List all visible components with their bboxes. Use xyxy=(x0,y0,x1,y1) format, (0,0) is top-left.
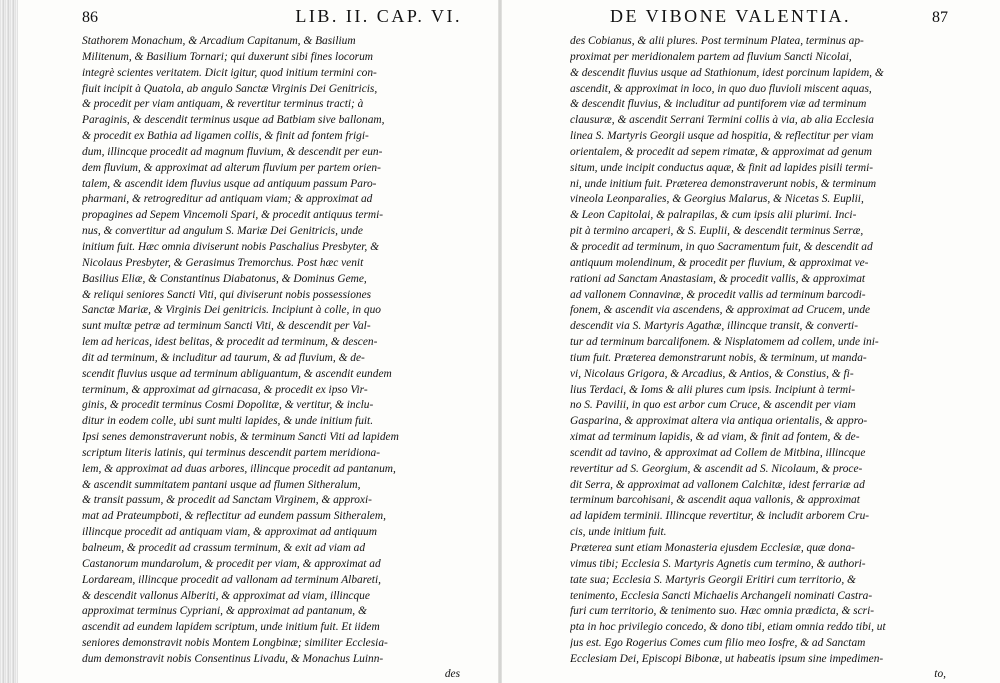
text-line: descendit via S. Martyris Agathæ, illincque transit, & converti- xyxy=(570,320,858,333)
text-line: Nicolaus Presbyter, & Gerasimus Tremorchus. Post hæc venit xyxy=(82,256,364,269)
text-line: terminum barcohisani, & ascendit aqua vallonis, & approximat xyxy=(570,494,860,507)
text-line: dum, illincque procedit ad magnum fluvium, & descendit per eun- xyxy=(82,145,383,158)
text-line: vi, Nicolaus Grigora, & Arcadius, & Antios, & Constius, & fi- xyxy=(570,367,854,380)
text-line: ditur in eodem colle, ubi sunt multi lapides, & unde initium fuit. xyxy=(82,415,374,428)
text-line: Ecclesiam Dei, Episcopi Bibonæ, ut habeatis ipsum sine impedimen- xyxy=(570,652,884,665)
text-line: ximat ad terminum lapidis, & ad viam, & finit ad fontem, & de- xyxy=(570,431,860,444)
text-line: balneum, & procedit ad crassum terminum, & exit ad viam ad xyxy=(82,542,366,554)
text-line: illincque procedit ad antiquam viam, & approximat ad antiquum xyxy=(82,526,377,539)
text-line: ascendit, & approximat in loco, in quo duo fluvioli miscent aquas, xyxy=(570,82,872,95)
text-line: scendit fluvius usque ad terminum abliguantum, & ascendit eundem xyxy=(82,367,392,380)
text-line: dem fluvium, & approximat ad alterum fluvium per partem orien- xyxy=(82,161,381,174)
text-line: ad lapidem terminii. Illincque revertitur, & includit arborem Cru- xyxy=(570,510,870,523)
right-page xyxy=(500,0,1000,683)
text-line: tium fuit. Præterea demonstrarunt nobis, & terminum, ut manda- xyxy=(570,351,867,364)
text-line: cis, unde initium fuit. xyxy=(570,526,667,539)
text-line: vimus tibi; Ecclesia S. Martyris Agnetis cum termino, & authori- xyxy=(570,557,866,570)
text-line: approximat terminus Cypriani, & approximat ad pantanum, & xyxy=(82,605,367,618)
text-line: orientalem, & procedit ad sepem rimatæ, & approximat ad genum xyxy=(570,145,872,158)
text-line: linea S. Martyris Georgii usque ad hospitia, & reflectitur per viam xyxy=(570,130,874,143)
text-line: pta in hoc privilegio concedo, & dono tibi, etiam omnia reddo tibi, ut xyxy=(570,621,886,634)
text-line: & procedit ad terminum, in quo Sacramentum fuit, & descendit ad xyxy=(570,240,873,253)
text-line: vineola Leonparalies, & Georgius Malarus, & Nicetas S. Euplii, xyxy=(570,193,864,206)
text-line: Sanctæ Mariæ, & Virginis Dei genitricis. Incipiunt à colle, in quo xyxy=(82,304,381,317)
text-line: & descendit fluvius usque ad Stathionum, idest porcinum lapidem, & xyxy=(570,66,884,79)
text-line: Gasparina, & approximat altera via antiqua orientalis, & appro- xyxy=(570,415,868,428)
text-line: fiuit incipit à Quatola, ab angulo Sanctæ Virginis Dei Genitricis, xyxy=(82,82,378,95)
text-line: ad vallonem Connavinæ, & procedit vallis ad terminum barcodi- xyxy=(570,288,866,301)
text-line: rationi ad Sanctam Anastasiam, & procedit vallis, & approximat xyxy=(570,272,866,285)
left-page-number: 86 xyxy=(82,9,98,26)
text-line: & descendit vallonus Alberiti, & approximat ad viam, illincque xyxy=(82,589,370,602)
text-line: revertitur ad S. Georgium, & ascendit ad S. Nicolaum, & proce- xyxy=(570,462,863,475)
text-line: initium fuit. Hæc omnia diviserunt nobis Paschalius Presbyter, & xyxy=(82,240,379,253)
text-line: & Leon Capitolai, & palrapilas, & cum ipsis alii plurimi. Inci- xyxy=(570,209,857,222)
right-catchword: to, xyxy=(934,667,946,680)
left-catchword: des xyxy=(444,667,460,680)
text-line: nus, & convertitur ad angulum S. Mariæ Dei Genitricis, unde xyxy=(82,225,363,238)
text-line: & transit passum, & procedit ad Sanctam Virginem, & approxi- xyxy=(82,494,372,507)
text-line: ni, unde initium fuit. Præterea demonstraverunt nobis, & terminum xyxy=(570,177,877,190)
text-line: seniores demonstravit nobis Montem Longbinæ; similiter Ecclesia- xyxy=(82,637,388,650)
text-line: Ipsi senes demonstraverunt nobis, & terminum Sancti Viti ad lapidem xyxy=(82,431,399,444)
text-line: des Cobianus, & alii plures. Post terminum Platea, terminus ap- xyxy=(570,35,864,47)
text-line: tenimento, Ecclesia Sancti Michaelis Archangeli nominati Castra- xyxy=(570,589,873,602)
right-page-number: 87 xyxy=(932,9,948,26)
text-line: & procedit per viam antiquam, & revertitur terminus tracti; à xyxy=(82,98,364,111)
text-line: dum demonstravit nobis Consentinus Livadu, & Monachus Luinn- xyxy=(82,652,384,665)
text-line: ascendit ad eundem lapidem scriptum, unde initium fuit. Et iidem xyxy=(82,621,380,634)
text-line: fonem, & ascendit via ascendens, & approximat ad Crucem, unde xyxy=(570,304,871,317)
text-line: & procedit ex Bathia ad ligamen collis, & finit ad fontem frigi- xyxy=(82,130,369,143)
text-line: scendit ad tavino, & approximat ad Collem de Mitbina, illincque xyxy=(570,446,866,459)
left-page-text xyxy=(82,34,462,668)
text-line: antiquum molendinum, & procedit per fluvium, & approximat ve- xyxy=(570,256,869,269)
text-line: propagines ad Sepem Vincemoli Spari, & procedit antiquus termi- xyxy=(82,209,384,222)
right-page-text xyxy=(570,34,948,668)
text-line: dit Serra, & approximat ad vallonem Calchitæ, idest ferrariæ ad xyxy=(570,478,865,491)
text-line: Basilius Eliæ, & Constantinus Diabatonus, & Dominus Geme, xyxy=(82,272,367,285)
text-line: scriptum literis latinis, qui terminus descendit partem meridiona- xyxy=(82,446,381,459)
text-line: pit à termino arcaperi, & S. Euplii, & descendit terminus Serræ, xyxy=(570,225,864,238)
text-line: terminum, & approximat ad girnacasa, & procedit ex ipso Vir- xyxy=(82,383,368,396)
text-line: furi cum territorio, & tenimento suo. Hæc omnia prædicta, & scri- xyxy=(570,605,875,618)
text-line: no S. Pavilii, in quo est arbor cum Cruce, & ascendit per viam xyxy=(570,399,856,412)
left-running-head: LIB. II. CAP. VI. xyxy=(295,6,462,26)
text-line: & reliqui seniores Sancti Viti, qui diviserunt nobis possessiones xyxy=(82,288,372,301)
text-line: lem ad hericas, idest belitas, & procedit ad terminum, & descen- xyxy=(82,336,378,349)
text-line: clausuræ, & ascendit Serrani Termini collis à via, ab alia Ecclesia xyxy=(570,114,874,127)
text-line: jus est. Ego Rogerius Comes cum filio meo Iosfre, & ad Sanctam xyxy=(570,637,866,650)
text-line: tur ad terminum barcalifonem. & Nisplatomem ad collem, unde ini- xyxy=(570,336,879,349)
right-page-header xyxy=(570,6,948,30)
text-line: dit ad terminum, & includitur ad taurum, & ad fluvium, & de- xyxy=(82,351,365,364)
text-line: Præterea sunt etiam Monasteria ejusdem Ecclesiæ, quæ dona- xyxy=(570,542,855,554)
right-running-head: DE VIBONE VALENTIA. xyxy=(610,6,851,26)
text-line: Lordaream, illincque procedit ad vallonam ad terminum Albareti, xyxy=(82,573,381,586)
left-page-header xyxy=(82,6,462,30)
text-line: Stathorem Monachum, & Arcadium Capitanum, & Basilium xyxy=(82,35,356,47)
text-line: sunt multæ petræ ad terminum Sancti Viti, & descendit per Val- xyxy=(82,320,371,333)
text-line: Militenum, & Basilium Tornari; qui duxerunt sibi fines locorum xyxy=(82,50,373,63)
text-line: proximat per meridionalem partem ad fluvium Sancti Nicolai, xyxy=(570,50,852,63)
text-line: situm, unde incipit conductus aquæ, & finit ad lapides pisili termi- xyxy=(570,161,874,174)
text-line: mat ad Prateumpboti, & reflectitur ad eundem passum Sitheralem, xyxy=(82,510,386,523)
text-line: ginis, & procedit terminus Cosmi Dopolitæ, & vertitur, & inclu- xyxy=(82,399,374,412)
text-line: Castanorum mundarolum, & procedit per viam, & approximat ad xyxy=(82,557,381,570)
text-line: lem, & approximat ad duas arbores, illincque procedit ad pantanum, xyxy=(82,462,396,475)
text-line: pharmani, & retrogreditur ad antiquam viam; & approximat ad xyxy=(82,193,373,206)
text-line: & ascendit summitatem pantani usque ad flumen Sitheralum, xyxy=(82,478,361,491)
text-line: lius Terdaci, & Ioms & alii plures cum ipsis. Incipiunt à termi- xyxy=(570,383,856,396)
text-line: talem, & ascendit idem fluvius usque ad antiquum passum Paro- xyxy=(82,177,377,190)
text-line: Paraginis, & descendit terminus usque ad Batbiam sive ballonam, xyxy=(82,114,385,127)
text-line: tate sua; Ecclesia S. Martyris Georgii Eritiri cum territorio, & xyxy=(570,573,856,586)
text-line: integrè scientes veritatem. Dicit igitur, quod initium termini con- xyxy=(82,66,377,79)
text-line: & descendit fluvius, & includitur ad puntiforem viæ ad terminum xyxy=(570,98,867,111)
